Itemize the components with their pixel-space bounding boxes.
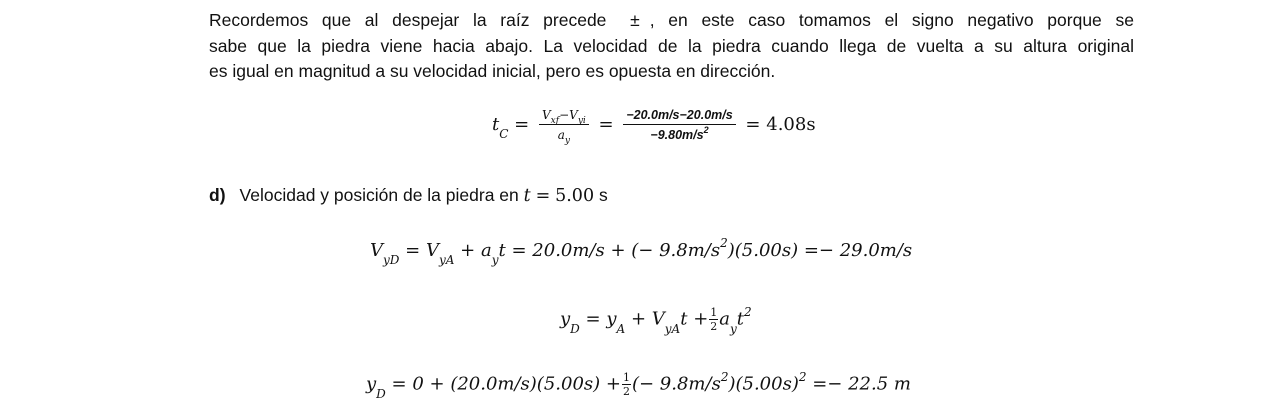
yd-symbol: y — [366, 373, 377, 395]
plus-minus-symbol: ± — [630, 10, 640, 30]
time-value: 5.00 — [555, 186, 595, 206]
t-symbol: t — [680, 308, 688, 330]
equals-sign: = — [511, 240, 527, 261]
section-label: d) — [209, 185, 226, 205]
ay-symbol: a — [557, 128, 565, 142]
half-denominator: 2 — [622, 385, 630, 398]
paragraph-line-1 — [209, 8, 1134, 34]
plus-sign: + — [460, 240, 476, 261]
y-subscript: y — [730, 321, 737, 336]
yi-subscript: yi — [577, 116, 586, 126]
equals-sign: = — [405, 240, 421, 261]
numeric-numerator: −20.0m/s−20.0m/s — [623, 108, 735, 125]
one-half-fraction — [709, 306, 718, 333]
squared-exponent: 2 — [720, 236, 728, 250]
section-d-heading — [209, 185, 608, 206]
meter-unit: m — [893, 373, 911, 395]
equation-position-yd-general — [560, 304, 752, 336]
minus-vyi-symbol: −V — [559, 108, 578, 122]
fraction-denominator — [539, 125, 589, 146]
a-subscript: A — [616, 321, 626, 336]
squared-exponent: 2 — [703, 125, 709, 135]
paragraph-line-3: es igual en magnitud a su velocidad inicial, pero es opuesta en dirección. — [209, 61, 776, 81]
equals-sign: = — [535, 186, 551, 206]
one-half-fraction — [622, 371, 631, 398]
d-subscript: D — [376, 386, 386, 401]
plus-sign: + — [693, 308, 709, 330]
half-numerator: 1 — [710, 306, 718, 319]
t-symbol: t — [736, 308, 745, 330]
tc-result: 4.08s — [766, 114, 816, 135]
time-variable: t — [523, 186, 531, 206]
yd-subscript: yD — [383, 253, 400, 267]
equals-sign: = — [585, 308, 601, 330]
equation-velocity-yd — [370, 236, 913, 267]
paragraph-line-1-start: Recordemos que al despejar la raíz precede — [209, 10, 607, 30]
ya-subscript: yA — [664, 321, 681, 336]
vyd-symbol: V — [370, 240, 383, 261]
vya-symbol: V — [425, 240, 439, 261]
intro-paragraph — [209, 8, 1134, 85]
equation-time-c — [492, 108, 816, 146]
tc-subscript: C — [499, 127, 509, 141]
half-numerator: 1 — [622, 371, 630, 384]
squared-exponent: 2 — [744, 304, 752, 319]
yd-symbol: y — [560, 308, 571, 330]
yd-rhs-middle: (− 9.8m/s — [631, 373, 721, 395]
vya-symbol: V — [651, 308, 665, 330]
ay-symbol: a — [719, 308, 731, 330]
half-denominator: 2 — [710, 320, 718, 333]
time-unit: s — [598, 185, 608, 205]
equals-sign: = — [514, 114, 530, 135]
yd-result: =− 22.5 — [812, 373, 889, 395]
vyd-rhs-start: 20.0m/s + (− 9.8m/s — [532, 240, 721, 261]
fraction-numerator — [539, 108, 589, 125]
y-subscript: y — [491, 253, 499, 267]
plus-sign: + — [630, 308, 647, 330]
ya-symbol: y — [606, 308, 617, 330]
vyd-rhs-end: )(5.00s) =− 29.0m/s — [727, 240, 913, 261]
section-text: Velocidad y posición de la piedra en — [239, 185, 519, 205]
paragraph-line-1-end: , en este caso tomamos el signo negativo porque se — [649, 10, 1134, 30]
squared-exponent: 2 — [798, 369, 807, 384]
ay-symbol: a — [480, 240, 492, 261]
xf-subscript: xf — [550, 116, 560, 126]
tc-variable: t — [492, 114, 500, 135]
equals-sign: = — [745, 114, 761, 135]
paragraph-line-2: sabe que la piedra viene hacia abajo. La velocidad de la piedra cuando llega de vuelta a su altura original — [209, 35, 1134, 56]
numeric-denominator — [623, 125, 735, 142]
t-symbol: t — [498, 240, 506, 261]
y-subscript: y — [564, 136, 570, 146]
vxf-symbol: V — [541, 108, 551, 122]
fraction-velocity-over-accel — [539, 108, 589, 146]
squared-exponent: 2 — [720, 369, 729, 384]
d-subscript: D — [570, 321, 580, 336]
time-term: )(5.00s) — [728, 373, 799, 395]
yd-rhs-start: = 0 + (20.0m/s)(5.00s) + — [391, 373, 621, 395]
equation-position-yd-numeric — [366, 369, 911, 401]
fraction-numeric — [623, 108, 735, 142]
equals-sign: = — [598, 114, 614, 135]
ya-subscript: yA — [438, 253, 455, 267]
denominator-value: −9.80m/s — [650, 128, 704, 142]
